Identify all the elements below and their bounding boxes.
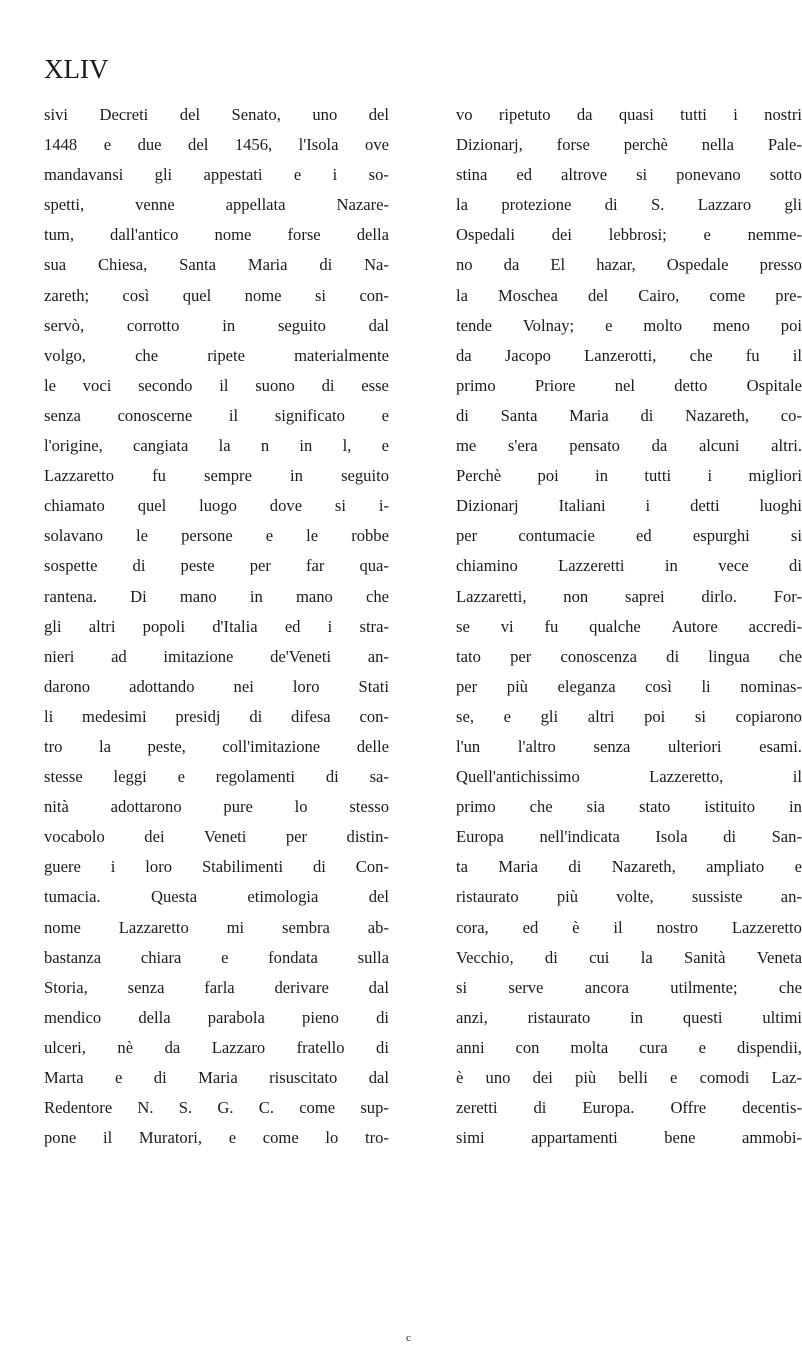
text-line: l'un l'altro senza ulteriori esami.	[456, 736, 802, 756]
signature-mark: c	[406, 1332, 411, 1344]
text-line: volgo, che ripete materialmente	[44, 345, 389, 365]
text-line: bastanza chiara e fondata sulla	[44, 947, 389, 967]
text-line: Vecchio, di cui la Sanità Veneta	[456, 947, 802, 967]
text-line: per contumacie ed espurghi si	[456, 526, 802, 546]
text-line: Ospedali dei lebbrosi; e nemme-	[456, 225, 802, 245]
right-text-column	[456, 100, 802, 1153]
text-line: sivi Decreti del Senato, uno del	[44, 105, 389, 124]
text-line: se vi fu qualche Autore accredi-	[456, 616, 802, 636]
text-line: zeretti di Europa. Offre decentis-	[456, 1098, 802, 1118]
text-line: mandavansi gli appestati e i so-	[44, 165, 389, 185]
text-line: li medesimi presidj di difesa con-	[44, 706, 389, 726]
text-line: primo Priore nel detto Ospitale	[456, 375, 802, 395]
text-line: anzi, ristaurato in questi ultimi	[456, 1007, 802, 1027]
text-line: Marta e di Maria risuscitato dal	[44, 1068, 389, 1087]
text-line: rantena. Di mano in mano che	[44, 586, 389, 606]
text-line: gli altri popoli d'Italia ed i stra-	[44, 616, 389, 636]
text-line: stesse leggi e regolamenti di sa-	[44, 767, 389, 787]
text-line: solavano le persone e le robbe	[44, 526, 389, 546]
text-line: Perchè poi in tutti i migliori	[456, 466, 802, 486]
text-line: no da El hazar, Ospedale presso	[456, 255, 802, 275]
text-line: ristaurato più volte, sussiste an-	[456, 887, 802, 907]
text-line: chiamino Lazzeretti in vece di	[456, 556, 802, 576]
text-line: Dizionarj, forse perchè nella Pale-	[456, 135, 802, 155]
text-line: tato per conoscenza di lingua che	[456, 646, 802, 666]
text-line: spetti, venne appellata Nazare-	[44, 195, 389, 215]
text-line: la Moschea del Cairo, come pre-	[456, 285, 802, 305]
text-line: si serve ancora utilmente; che	[456, 977, 802, 997]
text-line: primo che sia stato istituito in	[456, 797, 802, 817]
text-line: la protezione di S. Lazzaro gli	[456, 195, 802, 215]
text-line: servò, corrotto in seguito dal	[44, 315, 389, 335]
text-line: stina ed altrove si ponevano sotto	[456, 165, 802, 185]
text-line: zareth; così quel nome si con-	[44, 285, 389, 305]
text-line: cora, ed è il nostro Lazzeretto	[456, 917, 802, 937]
text-line: simi appartamenti bene ammobi-	[456, 1128, 802, 1148]
text-line: sua Chiesa, Santa Maria di Na-	[44, 255, 389, 275]
text-line: da Jacopo Lanzerotti, che fu il	[456, 345, 802, 365]
text-line: nità adottarono pure lo stesso	[44, 797, 389, 817]
text-line: nieri ad imitazione de'Veneti an-	[44, 646, 389, 666]
text-line: se, e gli altri poi si copiarono	[456, 706, 802, 726]
text-line: 1448 e due del 1456, l'Isola ove	[44, 135, 389, 155]
text-line: Storia, senza farla derivare dal	[44, 977, 389, 997]
text-line: nome Lazzaretto mi sembra ab-	[44, 917, 389, 937]
text-line: tumacia. Questa etimologia del	[44, 887, 389, 907]
text-line: anni con molta cura e dispendii,	[456, 1037, 802, 1057]
text-line: me s'era pensato da alcuni altri.	[456, 436, 802, 456]
text-line: di Santa Maria di Nazareth, co-	[456, 405, 802, 425]
page-number: XLIV	[44, 54, 109, 84]
text-line: per più eleganza così li nominas-	[456, 676, 802, 696]
text-line: sospette di peste per far qua-	[44, 556, 389, 576]
text-line: Quell'antichissimo Lazzeretto, il	[456, 767, 802, 787]
text-line: Dizionarj Italiani i detti luoghi	[456, 496, 802, 516]
text-line: vo ripetuto da quasi tutti i nostri	[456, 105, 802, 124]
text-line: tum, dall'antico nome forse della	[44, 225, 389, 245]
text-line: tro la peste, coll'imitazione delle	[44, 736, 389, 756]
text-line: Europa nell'indicata Isola di San-	[456, 827, 802, 847]
text-line: tende Volnay; e molto meno poi	[456, 315, 802, 335]
text-line: chiamato quel luogo dove si i-	[44, 496, 389, 516]
text-line: mendico della parabola pieno di	[44, 1007, 389, 1027]
text-line: Lazzaretti, non saprei dirlo. For-	[456, 586, 802, 606]
text-line: senza conoscerne il significato e	[44, 405, 389, 425]
text-line: guere i loro Stabilimenti di Con-	[44, 857, 389, 877]
text-line: è uno dei più belli e comodi Laz-	[456, 1068, 802, 1087]
text-line: vocabolo dei Veneti per distin-	[44, 827, 389, 847]
text-line: pone il Muratori, e come lo tro-	[44, 1128, 389, 1148]
text-line: Lazzaretto fu sempre in seguito	[44, 466, 389, 486]
text-line: ta Maria di Nazareth, ampliato e	[456, 857, 802, 877]
text-line: le voci secondo il suono di esse	[44, 375, 389, 395]
text-line: ulceri, nè da Lazzaro fratello di	[44, 1037, 389, 1057]
left-text-column	[44, 100, 389, 1153]
text-line: l'origine, cangiata la n in l, e	[44, 436, 389, 456]
text-line: darono adottando nei loro Stati	[44, 676, 389, 696]
text-line: Redentore N. S. G. C. come sup-	[44, 1098, 389, 1118]
